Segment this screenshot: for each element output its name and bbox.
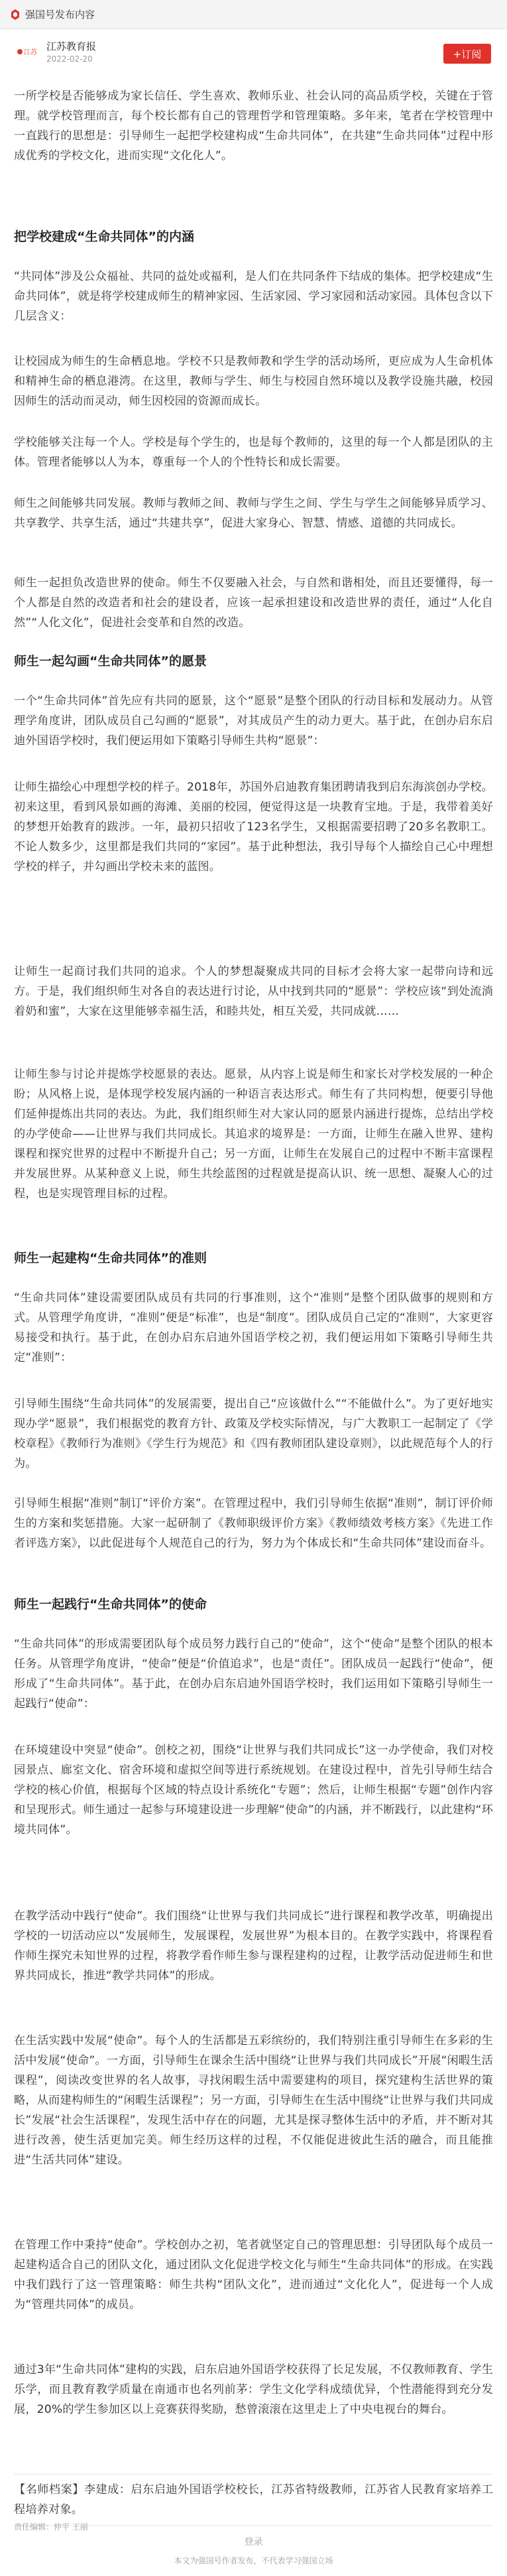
article-paragraph: 在教学活动中践行“使命”。我们围绕“让世界与我们共同成长”进行课程和教学改革，明确提出学校的一切活动应以“发展师生，发展课程，发展世界”为根本目的。在教学实践中，将课程看作师生探究未知世界的过程，将教学看作师生参与课程建构的过程，让教学活动促进师生和世界共同成长，推进“教学共同体”的形成。 <box>14 1909 493 1982</box>
article-paragraph: “共同体”涉及公众福祉、共同的益处或福利，是人们在共同条件下结成的集体。把学校建成“生命共同体”，就是将学校建成师生的精神家园、生活家园、学习家园和活动家园。具体包含以下几层含义： <box>14 270 493 323</box>
subscribe-button[interactable]: +订阅 <box>443 44 491 64</box>
article-paragraph: 让师生描绘心中理想学校的样子。2018年，苏国外启迪教育集团聘请我到启东海滨创办学校。初来这里，看到风景如画的海滩、美丽的校园，便觉得这是一块教育宝地。于是，我带着美好的梦想开始教育的跋涉。一年，最初只招收了123名学生，又根据需要招聘了20多名教职工。不论人数多少，这里都是我们共同的“家园”。基于此种想法，我引导每个人描绘自己心中理想学校的样子，并勾画出学校未来的蓝图。 <box>14 781 493 873</box>
author-name[interactable]: 江苏教育报 <box>46 40 97 52</box>
article-paragraph: 让师生参与讨论并提炼学校愿景的表达。愿景，从内容上说是师生和家长对学校发展的一种企盼；从风格上说，是体现学校发展内涵的一种语言表达形式。师生有了共同构想，便要引导他们延伸提炼出共同的表达。为此，我们组织师生对大家认同的愿景内涵进行提炼，总结出学校的办学使命——让世界与我们共同成长。其追求的境界是：一方面，让师生在融入世界、建构课程和探究世界的过程中不断提升自己；另一方面，让师生在发展自己的过程中不断丰富课程并发展世界。从某种意义上说，师生共绘蓝图的过程就是提高认识、统一思想、凝聚人心的过程，也是实现管理目标的过程。 <box>14 1068 493 1200</box>
footer-note: 本文为强国号作者发布，不代表学习强国立场 <box>174 2556 333 2565</box>
section-heading: 师生一起勾画“生命共同体”的愿景 <box>14 654 207 669</box>
article-paragraph: 让师生一起商讨我们共同的追求。个人的梦想凝聚成共同的目标才会将大家一起带向诗和远方。于是，我们组织师生对各自的表达进行讨论，从中找到共同的“愿景”：学校应该“到处流淌着奶和蜜”，大家在这里能够幸福生活，和睦共处，相互关爱，共同成就…… <box>14 965 493 1018</box>
article-paragraph: 引导师生根据“准则”制订“评价方案”。在管理过程中，我们引导师生依据“准则”，制订评价师生的方案和奖惩措施。大家一起研制了《教师职级评价方案》《教师绩效考核方案》《先进工作者评选方案》，以此促进每个人规范自己的行为，努力为个体成长和“生命共同体”建设而奋斗。 <box>14 1497 493 1550</box>
jiangsu-education-logo-icon <box>17 45 39 58</box>
svg-text:江苏: 江苏 <box>24 49 37 56</box>
article-paragraph: 通过3年“生命共同体”建构的实践，启东启迪外国语学校获得了长足发展，不仅教师教育、学生乐学，而且教育教学质量在南通市也名列前茅：学生文化学科成绩优异，个性潜能得到充分发展，20%的学生参加区以上竞赛获得奖励，愁曾滚滚在这里走上了中央电视台的舞台。 <box>14 2363 493 2416</box>
xuexi-logo-icon <box>9 9 21 21</box>
article-paragraph: 一所学校是否能够成为家长信任、学生喜欢、教师乐业、社会认同的高品质学校，关键在于管理。就学校管理而言，每个校长都有自己的管理哲学和管理策略。多年来，笔者在学校管理中一直践行的思想是：引导师生一起把学校建构成“生命共同体”，在共建“生命共同体”过程中形成优秀的学校文化，进而实现“文化化人”。 <box>14 90 493 162</box>
article-paragraph: 师生一起担负改造世界的使命。师生不仅要融入社会，与自然和谐相处，而且还要懂得，每一个人都是自然的改造者和社会的建设者，应该一起承担建设和改造世界的责任，通过“人化自然”“人化文化”，促进社会变革和自然的改造。 <box>14 576 493 629</box>
app-title: 强国号发布内容 <box>25 9 95 21</box>
section-heading: 把学校建成“生命共同体”的内涵 <box>14 229 194 244</box>
login-link[interactable]: 登录 <box>244 2537 263 2547</box>
article-paragraph: 让校园成为师生的生命栖息地。学校不只是教师教和学生学的活动场所，更应成为人生命机体和精神生命的栖息港湾。在这里，教师与学生、师生与校园自然环境以及教学设施共融，校园因师生的活动而灵动，师生因校园的资源而成长。 <box>14 355 493 408</box>
author-avatar[interactable] <box>16 40 40 64</box>
article-paragraph: 在生活实践中发展“使命”。每个人的生活都是五彩缤纷的，我们特别注重引导师生在多彩的生活中发展“使命”。一方面，引导师生在课余生活中围绕“让世界与我们共同成长”开展“闲暇生活课程”，阅读改变世界的名人故事，寻找闲暇生活中需要建构的项目，探究建构生活世界的策略，从而建构师生的“闲暇生活课程”；另一方面，引导师生在生活中围绕“让世界与我们共同成长”发展“社会生活课程”，发现生活中存在的问题，尤其是探寻整体生活中的矛盾，并不断对其进行改善，使生活更加完美。师生经历这样的过程，不仅能促进彼此生活的融合，而且能推进“生活共同体”建设。 <box>14 2034 493 2167</box>
article-paragraph: “生命共同体”的形成需要团队每个成员努力践行自己的“使命”，这个“使命”是整个团队的根本任务。从管理学角度讲，“使命”便是“价值追求”，也是“责任”。团队成员一起践行“使命”，便形成了“生命共同体”。基于此，在创办启东启迪外国语学校时，我们运用如下策略引导师生一起践行“使命”： <box>14 1638 493 1710</box>
top-bar <box>0 0 507 29</box>
article-paragraph: 师生之间能够共同发展。教师与教师之间、教师与学生之间、学生与学生之间能够异质学习、共享教学、共享生活，通过“共建共享”，促进大家身心、智慧、情感、道德的共同成长。 <box>14 497 493 530</box>
author-bio: 【名师档案】李建成：启东启迪外国语学校校长，江苏省特级教师，江苏省人民教育家培养工程培养对象。 <box>14 2474 493 2526</box>
article-paragraph: “生命共同体”建设需要团队成员有共同的行事准则，这个“准则”是整个团队做事的规则和方式。从管理学角度讲，“准则”便是“标准”，也是“制度”。团队成员自己定的“准则”，大家更容易接受和执行。基于此，在创办启东启迪外国语学校之初，我们便运用如下策略引导师生共定“准则”： <box>14 1291 493 1364</box>
article-paragraph: 引导师生围绕“生命共同体”的发展需要，提出自己“应该做什么”“不能做什么”。为了更好地实现办学“愿景”，我们根据党的教育方针、政策及学校实际情况，与广大教职工一起制定了《学校章程》《教师行为准则》《学生行为规范》和《四有教师团队建设章则》，以此规范每个人的行为。 <box>14 1397 493 1470</box>
section-heading: 师生一起践行“生命共同体”的使命 <box>14 1597 207 1612</box>
article-paragraph: 在环境建设中突显“使命”。创校之初，围绕“让世界与我们共同成长”这一办学使命，我们对校园景点、廊室文化、宿舍环境和虚拟空间等进行系统规划。在建设过程中，首先引导师生结合学校的核心价值，根据每个区域的特点设计系统化“专题”；然后，让师生根据“专题”创作内容和呈现形式。师生通过一起参与环境建设进一步理解“使命”的内涵，并不断践行，以此建构“环境共同体”。 <box>14 1744 493 1836</box>
publish-date: 2022-02-20 <box>46 54 93 64</box>
section-heading: 师生一起建构“生命共同体”的准则 <box>14 1251 207 1265</box>
article-paragraph: 在管理工作中秉持“使命”。学校创办之初，笔者就坚定自己的管理思想：引导团队每个成员一起建构适合自己的团队文化，通过团队文化促进学校文化与师生“生命共同体”的形成。在实践中我们践行了这一管理策略：师生共构“团队文化”，进而通过“文化化人”，促进每一个人成为“管理共同体”的成员。 <box>14 2238 493 2311</box>
editor-credit: 责任编辑：仲平 王丽 <box>14 2522 88 2532</box>
article-paragraph: 学校能够关注每一个人。学校是每个学生的，也是每个教师的，这里的每一个人都是团队的主体。管理者能够以人为本，尊重每一个人的个性特长和成长需要。 <box>14 436 493 469</box>
article-paragraph: 一个“生命共同体”首先应有共同的愿景，这个“愿景”是整个团队的行动目标和发展动力。从管理学角度讲，团队成员自己勾画的“愿景”，对其成员产生的动力更大。基于此，在创办启东启迪外国语学校时，我们便运用如下策略引导师生共构“愿景”： <box>14 694 493 747</box>
author-bar <box>0 29 507 69</box>
